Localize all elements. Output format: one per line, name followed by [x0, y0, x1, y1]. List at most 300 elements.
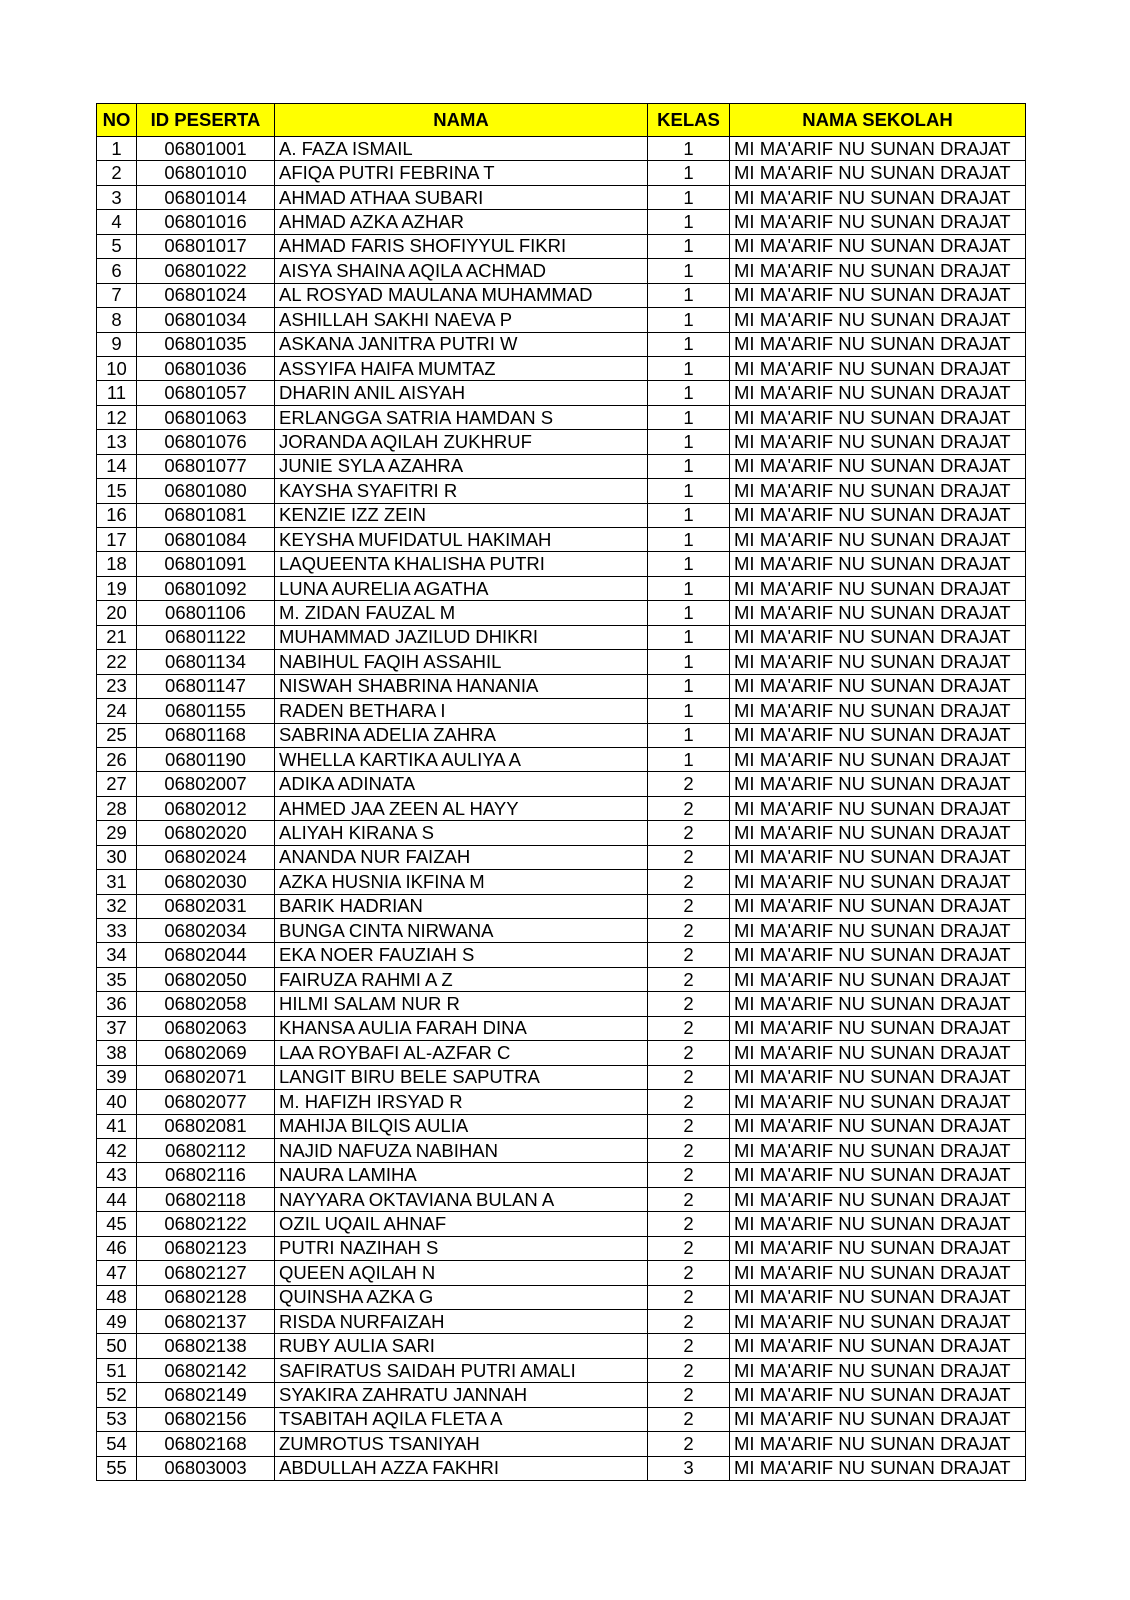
- cell-no: 17: [97, 528, 137, 552]
- cell-nama: AHMAD FARIS SHOFIYYUL FIKRI: [275, 234, 648, 258]
- cell-nama-sekolah: MI MA'ARIF NU SUNAN DRAJAT: [730, 1212, 1026, 1236]
- table-row: [97, 1187, 1026, 1211]
- cell-id-peserta: 06801022: [137, 259, 275, 283]
- cell-nama-sekolah: MI MA'ARIF NU SUNAN DRAJAT: [730, 1236, 1026, 1260]
- cell-nama-sekolah: MI MA'ARIF NU SUNAN DRAJAT: [730, 1432, 1026, 1456]
- cell-nama: AFIQA PUTRI FEBRINA T: [275, 161, 648, 185]
- table-row: [97, 601, 1026, 625]
- cell-no: 47: [97, 1261, 137, 1285]
- cell-nama-sekolah: MI MA'ARIF NU SUNAN DRAJAT: [730, 699, 1026, 723]
- cell-no: 36: [97, 992, 137, 1016]
- cell-no: 27: [97, 772, 137, 796]
- cell-kelas: 1: [648, 723, 730, 747]
- cell-id-peserta: 06802058: [137, 992, 275, 1016]
- header-nama-sekolah: NAMA SEKOLAH: [730, 104, 1026, 137]
- cell-id-peserta: 06802137: [137, 1310, 275, 1334]
- table-row: [97, 1432, 1026, 1456]
- table-row: [97, 576, 1026, 600]
- cell-nama: ASSYIFA HAIFA MUMTAZ: [275, 356, 648, 380]
- cell-kelas: 1: [648, 405, 730, 429]
- cell-nama-sekolah: MI MA'ARIF NU SUNAN DRAJAT: [730, 210, 1026, 234]
- cell-kelas: 2: [648, 1163, 730, 1187]
- cell-nama-sekolah: MI MA'ARIF NU SUNAN DRAJAT: [730, 1456, 1026, 1480]
- cell-nama: ADIKA ADINATA: [275, 772, 648, 796]
- cell-kelas: 1: [648, 552, 730, 576]
- cell-id-peserta: 06801024: [137, 283, 275, 307]
- participant-table: [96, 103, 1026, 1481]
- cell-nama: WHELLA KARTIKA AULIYA A: [275, 747, 648, 771]
- cell-no: 41: [97, 1114, 137, 1138]
- table-row: [97, 503, 1026, 527]
- cell-nama: NABIHUL FAQIH ASSAHIL: [275, 650, 648, 674]
- cell-no: 50: [97, 1334, 137, 1358]
- cell-kelas: 2: [648, 1334, 730, 1358]
- cell-nama: PUTRI NAZIHAH S: [275, 1236, 648, 1260]
- cell-no: 54: [97, 1432, 137, 1456]
- cell-no: 52: [97, 1383, 137, 1407]
- cell-nama: KEYSHA MUFIDATUL HAKIMAH: [275, 528, 648, 552]
- cell-nama: HILMI SALAM NUR R: [275, 992, 648, 1016]
- cell-nama-sekolah: MI MA'ARIF NU SUNAN DRAJAT: [730, 1187, 1026, 1211]
- table-row: [97, 772, 1026, 796]
- cell-nama: SAFIRATUS SAIDAH PUTRI AMALI: [275, 1358, 648, 1382]
- cell-nama: AISYA SHAINA AQILA ACHMAD: [275, 259, 648, 283]
- cell-no: 18: [97, 552, 137, 576]
- cell-no: 15: [97, 479, 137, 503]
- cell-id-peserta: 06802138: [137, 1334, 275, 1358]
- cell-nama: M. HAFIZH IRSYAD R: [275, 1090, 648, 1114]
- table-body: [97, 137, 1026, 1481]
- cell-id-peserta: 06803003: [137, 1456, 275, 1480]
- cell-nama-sekolah: MI MA'ARIF NU SUNAN DRAJAT: [730, 674, 1026, 698]
- cell-id-peserta: 06802112: [137, 1138, 275, 1162]
- cell-nama-sekolah: MI MA'ARIF NU SUNAN DRAJAT: [730, 454, 1026, 478]
- cell-kelas: 1: [648, 576, 730, 600]
- cell-kelas: 2: [648, 1090, 730, 1114]
- table-row: [97, 1383, 1026, 1407]
- cell-kelas: 2: [648, 1261, 730, 1285]
- cell-nama: ALIYAH KIRANA S: [275, 821, 648, 845]
- cell-nama: ASKANA JANITRA PUTRI W: [275, 332, 648, 356]
- table-row: [97, 1138, 1026, 1162]
- cell-id-peserta: 06801134: [137, 650, 275, 674]
- cell-id-peserta: 06802128: [137, 1285, 275, 1309]
- cell-id-peserta: 06801122: [137, 625, 275, 649]
- cell-no: 34: [97, 943, 137, 967]
- cell-id-peserta: 06801190: [137, 747, 275, 771]
- cell-id-peserta: 06801168: [137, 723, 275, 747]
- cell-nama-sekolah: MI MA'ARIF NU SUNAN DRAJAT: [730, 747, 1026, 771]
- cell-nama-sekolah: MI MA'ARIF NU SUNAN DRAJAT: [730, 1261, 1026, 1285]
- cell-nama-sekolah: MI MA'ARIF NU SUNAN DRAJAT: [730, 943, 1026, 967]
- cell-nama-sekolah: MI MA'ARIF NU SUNAN DRAJAT: [730, 381, 1026, 405]
- cell-kelas: 2: [648, 894, 730, 918]
- cell-nama-sekolah: MI MA'ARIF NU SUNAN DRAJAT: [730, 234, 1026, 258]
- cell-no: 40: [97, 1090, 137, 1114]
- cell-id-peserta: 06802149: [137, 1383, 275, 1407]
- cell-no: 10: [97, 356, 137, 380]
- cell-kelas: 2: [648, 772, 730, 796]
- cell-no: 14: [97, 454, 137, 478]
- table-row: [97, 796, 1026, 820]
- cell-kelas: 2: [648, 1432, 730, 1456]
- table-row: [97, 967, 1026, 991]
- cell-no: 22: [97, 650, 137, 674]
- cell-nama: TSABITAH AQILA FLETA A: [275, 1407, 648, 1431]
- cell-no: 49: [97, 1310, 137, 1334]
- cell-nama-sekolah: MI MA'ARIF NU SUNAN DRAJAT: [730, 405, 1026, 429]
- cell-nama: FAIRUZA RAHMI A Z: [275, 967, 648, 991]
- cell-kelas: 1: [648, 699, 730, 723]
- cell-no: 9: [97, 332, 137, 356]
- cell-nama: AL ROSYAD MAULANA MUHAMMAD: [275, 283, 648, 307]
- cell-nama-sekolah: MI MA'ARIF NU SUNAN DRAJAT: [730, 870, 1026, 894]
- cell-id-peserta: 06802069: [137, 1041, 275, 1065]
- cell-no: 25: [97, 723, 137, 747]
- cell-kelas: 2: [648, 1285, 730, 1309]
- table-row: [97, 1456, 1026, 1480]
- cell-nama: ASHILLAH SAKHI NAEVA P: [275, 308, 648, 332]
- cell-id-peserta: 06801155: [137, 699, 275, 723]
- table-row: [97, 1358, 1026, 1382]
- cell-nama: BARIK HADRIAN: [275, 894, 648, 918]
- table-row: [97, 1041, 1026, 1065]
- table-row: [97, 479, 1026, 503]
- cell-no: 21: [97, 625, 137, 649]
- table-row: [97, 1212, 1026, 1236]
- cell-kelas: 1: [648, 234, 730, 258]
- cell-nama-sekolah: MI MA'ARIF NU SUNAN DRAJAT: [730, 1285, 1026, 1309]
- table-row: [97, 625, 1026, 649]
- cell-kelas: 2: [648, 1065, 730, 1089]
- cell-kelas: 1: [648, 259, 730, 283]
- table-row: [97, 283, 1026, 307]
- cell-nama: QUINSHA AZKA G: [275, 1285, 648, 1309]
- cell-kelas: 2: [648, 796, 730, 820]
- cell-nama-sekolah: MI MA'ARIF NU SUNAN DRAJAT: [730, 503, 1026, 527]
- cell-nama-sekolah: MI MA'ARIF NU SUNAN DRAJAT: [730, 1090, 1026, 1114]
- table-row: [97, 650, 1026, 674]
- cell-nama-sekolah: MI MA'ARIF NU SUNAN DRAJAT: [730, 552, 1026, 576]
- cell-id-peserta: 06802123: [137, 1236, 275, 1260]
- cell-nama-sekolah: MI MA'ARIF NU SUNAN DRAJAT: [730, 1383, 1026, 1407]
- header-nama: NAMA: [275, 104, 648, 137]
- cell-no: 33: [97, 919, 137, 943]
- cell-kelas: 1: [648, 356, 730, 380]
- table-row: [97, 185, 1026, 209]
- cell-nama-sekolah: MI MA'ARIF NU SUNAN DRAJAT: [730, 992, 1026, 1016]
- cell-nama: SYAKIRA ZAHRATU JANNAH: [275, 1383, 648, 1407]
- cell-id-peserta: 06801063: [137, 405, 275, 429]
- cell-no: 13: [97, 430, 137, 454]
- cell-nama-sekolah: MI MA'ARIF NU SUNAN DRAJAT: [730, 479, 1026, 503]
- header-kelas: KELAS: [648, 104, 730, 137]
- cell-nama-sekolah: MI MA'ARIF NU SUNAN DRAJAT: [730, 308, 1026, 332]
- table-row: [97, 381, 1026, 405]
- cell-kelas: 1: [648, 185, 730, 209]
- cell-id-peserta: 06802081: [137, 1114, 275, 1138]
- cell-kelas: 3: [648, 1456, 730, 1480]
- cell-nama: BUNGA CINTA NIRWANA: [275, 919, 648, 943]
- header-no: NO: [97, 104, 137, 137]
- cell-kelas: 1: [648, 381, 730, 405]
- cell-no: 19: [97, 576, 137, 600]
- cell-no: 44: [97, 1187, 137, 1211]
- cell-nama-sekolah: MI MA'ARIF NU SUNAN DRAJAT: [730, 601, 1026, 625]
- cell-nama-sekolah: MI MA'ARIF NU SUNAN DRAJAT: [730, 1114, 1026, 1138]
- cell-nama-sekolah: MI MA'ARIF NU SUNAN DRAJAT: [730, 1138, 1026, 1162]
- cell-nama: KAYSHA SYAFITRI R: [275, 479, 648, 503]
- cell-kelas: 2: [648, 1310, 730, 1334]
- table-row: [97, 1065, 1026, 1089]
- table-row: [97, 723, 1026, 747]
- cell-nama-sekolah: MI MA'ARIF NU SUNAN DRAJAT: [730, 430, 1026, 454]
- cell-kelas: 2: [648, 1407, 730, 1431]
- cell-no: 46: [97, 1236, 137, 1260]
- cell-kelas: 1: [648, 137, 730, 161]
- table-row: [97, 234, 1026, 258]
- cell-nama: NISWAH SHABRINA HANANIA: [275, 674, 648, 698]
- table-row: [97, 1407, 1026, 1431]
- cell-id-peserta: 06802044: [137, 943, 275, 967]
- cell-id-peserta: 06801080: [137, 479, 275, 503]
- cell-kelas: 2: [648, 1358, 730, 1382]
- cell-id-peserta: 06801035: [137, 332, 275, 356]
- cell-id-peserta: 06802156: [137, 1407, 275, 1431]
- cell-no: 55: [97, 1456, 137, 1480]
- cell-nama: ERLANGGA SATRIA HAMDAN S: [275, 405, 648, 429]
- cell-nama-sekolah: MI MA'ARIF NU SUNAN DRAJAT: [730, 796, 1026, 820]
- cell-nama-sekolah: MI MA'ARIF NU SUNAN DRAJAT: [730, 1065, 1026, 1089]
- cell-nama-sekolah: MI MA'ARIF NU SUNAN DRAJAT: [730, 356, 1026, 380]
- cell-id-peserta: 06802063: [137, 1016, 275, 1040]
- table-row: [97, 210, 1026, 234]
- cell-no: 6: [97, 259, 137, 283]
- cell-nama: OZIL UQAIL AHNAF: [275, 1212, 648, 1236]
- cell-kelas: 2: [648, 821, 730, 845]
- cell-kelas: 2: [648, 1383, 730, 1407]
- cell-kelas: 1: [648, 528, 730, 552]
- cell-nama: QUEEN AQILAH N: [275, 1261, 648, 1285]
- cell-kelas: 1: [648, 161, 730, 185]
- cell-id-peserta: 06801036: [137, 356, 275, 380]
- table-row: [97, 528, 1026, 552]
- cell-id-peserta: 06801092: [137, 576, 275, 600]
- cell-id-peserta: 06802034: [137, 919, 275, 943]
- cell-nama: RADEN BETHARA I: [275, 699, 648, 723]
- cell-id-peserta: 06802031: [137, 894, 275, 918]
- table-row: [97, 1114, 1026, 1138]
- cell-nama: EKA NOER FAUZIAH S: [275, 943, 648, 967]
- table-row: [97, 332, 1026, 356]
- cell-no: 45: [97, 1212, 137, 1236]
- cell-id-peserta: 06802071: [137, 1065, 275, 1089]
- cell-kelas: 1: [648, 308, 730, 332]
- cell-nama-sekolah: MI MA'ARIF NU SUNAN DRAJAT: [730, 723, 1026, 747]
- cell-id-peserta: 06801001: [137, 137, 275, 161]
- cell-kelas: 2: [648, 845, 730, 869]
- table-row: [97, 137, 1026, 161]
- cell-kelas: 1: [648, 479, 730, 503]
- cell-kelas: 2: [648, 1041, 730, 1065]
- cell-id-peserta: 06802012: [137, 796, 275, 820]
- cell-no: 3: [97, 185, 137, 209]
- cell-nama-sekolah: MI MA'ARIF NU SUNAN DRAJAT: [730, 772, 1026, 796]
- table-row: [97, 919, 1026, 943]
- cell-nama: JORANDA AQILAH ZUKHRUF: [275, 430, 648, 454]
- table-row: [97, 1334, 1026, 1358]
- cell-nama: AHMAD AZKA AZHAR: [275, 210, 648, 234]
- table-row: [97, 161, 1026, 185]
- cell-nama: NAURA LAMIHA: [275, 1163, 648, 1187]
- cell-nama-sekolah: MI MA'ARIF NU SUNAN DRAJAT: [730, 528, 1026, 552]
- cell-kelas: 1: [648, 332, 730, 356]
- cell-no: 23: [97, 674, 137, 698]
- cell-id-peserta: 06802030: [137, 870, 275, 894]
- cell-nama-sekolah: MI MA'ARIF NU SUNAN DRAJAT: [730, 1358, 1026, 1382]
- cell-nama: MUHAMMAD JAZILUD DHIKRI: [275, 625, 648, 649]
- cell-nama: ANANDA NUR FAIZAH: [275, 845, 648, 869]
- cell-nama: LAQUEENTA KHALISHA PUTRI: [275, 552, 648, 576]
- cell-kelas: 2: [648, 992, 730, 1016]
- cell-nama-sekolah: MI MA'ARIF NU SUNAN DRAJAT: [730, 1334, 1026, 1358]
- cell-no: 30: [97, 845, 137, 869]
- cell-kelas: 2: [648, 943, 730, 967]
- cell-kelas: 2: [648, 919, 730, 943]
- cell-nama: AHMED JAA ZEEN AL HAYY: [275, 796, 648, 820]
- cell-no: 12: [97, 405, 137, 429]
- table-row: [97, 1236, 1026, 1260]
- cell-nama: NAJID NAFUZA NABIHAN: [275, 1138, 648, 1162]
- cell-no: 43: [97, 1163, 137, 1187]
- cell-id-peserta: 06802118: [137, 1187, 275, 1211]
- cell-nama-sekolah: MI MA'ARIF NU SUNAN DRAJAT: [730, 1163, 1026, 1187]
- cell-id-peserta: 06801017: [137, 234, 275, 258]
- cell-kelas: 2: [648, 1138, 730, 1162]
- cell-nama: KENZIE IZZ ZEIN: [275, 503, 648, 527]
- cell-nama: LANGIT BIRU BELE SAPUTRA: [275, 1065, 648, 1089]
- cell-id-peserta: 06801010: [137, 161, 275, 185]
- table-header: [97, 104, 1026, 137]
- cell-nama: MAHIJA BILQIS AULIA: [275, 1114, 648, 1138]
- cell-no: 8: [97, 308, 137, 332]
- table-row: [97, 894, 1026, 918]
- header-id-peserta: ID PESERTA: [137, 104, 275, 137]
- cell-nama: ZUMROTUS TSANIYAH: [275, 1432, 648, 1456]
- table-row: [97, 430, 1026, 454]
- table-row: [97, 747, 1026, 771]
- cell-kelas: 1: [648, 674, 730, 698]
- cell-id-peserta: 06801057: [137, 381, 275, 405]
- cell-kelas: 2: [648, 1187, 730, 1211]
- table-row: [97, 1285, 1026, 1309]
- cell-no: 4: [97, 210, 137, 234]
- table-row: [97, 943, 1026, 967]
- cell-no: 42: [97, 1138, 137, 1162]
- cell-id-peserta: 06802050: [137, 967, 275, 991]
- cell-kelas: 1: [648, 503, 730, 527]
- table-row: [97, 845, 1026, 869]
- cell-no: 20: [97, 601, 137, 625]
- cell-nama-sekolah: MI MA'ARIF NU SUNAN DRAJAT: [730, 967, 1026, 991]
- cell-no: 48: [97, 1285, 137, 1309]
- cell-kelas: 2: [648, 1236, 730, 1260]
- cell-no: 16: [97, 503, 137, 527]
- cell-nama: LUNA AURELIA AGATHA: [275, 576, 648, 600]
- cell-kelas: 1: [648, 601, 730, 625]
- cell-kelas: 1: [648, 650, 730, 674]
- table-row: [97, 1261, 1026, 1285]
- cell-id-peserta: 06801081: [137, 503, 275, 527]
- cell-no: 11: [97, 381, 137, 405]
- cell-no: 39: [97, 1065, 137, 1089]
- cell-nama-sekolah: MI MA'ARIF NU SUNAN DRAJAT: [730, 625, 1026, 649]
- cell-nama-sekolah: MI MA'ARIF NU SUNAN DRAJAT: [730, 919, 1026, 943]
- table-row: [97, 454, 1026, 478]
- table-row: [97, 870, 1026, 894]
- cell-id-peserta: 06801014: [137, 185, 275, 209]
- cell-no: 32: [97, 894, 137, 918]
- cell-no: 1: [97, 137, 137, 161]
- cell-nama-sekolah: MI MA'ARIF NU SUNAN DRAJAT: [730, 259, 1026, 283]
- cell-nama: NAYYARA OKTAVIANA BULAN A: [275, 1187, 648, 1211]
- cell-kelas: 1: [648, 210, 730, 234]
- table-row: [97, 259, 1026, 283]
- cell-id-peserta: 06802168: [137, 1432, 275, 1456]
- cell-nama: DHARIN ANIL AISYAH: [275, 381, 648, 405]
- cell-kelas: 1: [648, 454, 730, 478]
- cell-no: 31: [97, 870, 137, 894]
- cell-no: 24: [97, 699, 137, 723]
- cell-id-peserta: 06802077: [137, 1090, 275, 1114]
- cell-nama-sekolah: MI MA'ARIF NU SUNAN DRAJAT: [730, 332, 1026, 356]
- cell-nama-sekolah: MI MA'ARIF NU SUNAN DRAJAT: [730, 161, 1026, 185]
- cell-no: 28: [97, 796, 137, 820]
- cell-nama: A. FAZA ISMAIL: [275, 137, 648, 161]
- cell-id-peserta: 06801016: [137, 210, 275, 234]
- cell-nama: KHANSA AULIA FARAH DINA: [275, 1016, 648, 1040]
- cell-nama-sekolah: MI MA'ARIF NU SUNAN DRAJAT: [730, 1041, 1026, 1065]
- cell-kelas: 1: [648, 283, 730, 307]
- cell-nama-sekolah: MI MA'ARIF NU SUNAN DRAJAT: [730, 894, 1026, 918]
- cell-id-peserta: 06801076: [137, 430, 275, 454]
- cell-nama-sekolah: MI MA'ARIF NU SUNAN DRAJAT: [730, 821, 1026, 845]
- cell-nama-sekolah: MI MA'ARIF NU SUNAN DRAJAT: [730, 1310, 1026, 1334]
- cell-no: 2: [97, 161, 137, 185]
- table-row: [97, 1016, 1026, 1040]
- cell-id-peserta: 06801147: [137, 674, 275, 698]
- cell-kelas: 2: [648, 870, 730, 894]
- cell-nama-sekolah: MI MA'ARIF NU SUNAN DRAJAT: [730, 1407, 1026, 1431]
- cell-id-peserta: 06802007: [137, 772, 275, 796]
- table-row: [97, 356, 1026, 380]
- table-row: [97, 1310, 1026, 1334]
- cell-nama-sekolah: MI MA'ARIF NU SUNAN DRAJAT: [730, 1016, 1026, 1040]
- cell-id-peserta: 06801091: [137, 552, 275, 576]
- cell-id-peserta: 06801034: [137, 308, 275, 332]
- table-row: [97, 674, 1026, 698]
- table-row: [97, 992, 1026, 1016]
- cell-nama: RISDA NURFAIZAH: [275, 1310, 648, 1334]
- cell-kelas: 2: [648, 1016, 730, 1040]
- cell-no: 26: [97, 747, 137, 771]
- cell-id-peserta: 06801084: [137, 528, 275, 552]
- table-row: [97, 1090, 1026, 1114]
- cell-id-peserta: 06802024: [137, 845, 275, 869]
- cell-kelas: 1: [648, 430, 730, 454]
- cell-nama: LAA ROYBAFI AL-AZFAR C: [275, 1041, 648, 1065]
- table-row: [97, 821, 1026, 845]
